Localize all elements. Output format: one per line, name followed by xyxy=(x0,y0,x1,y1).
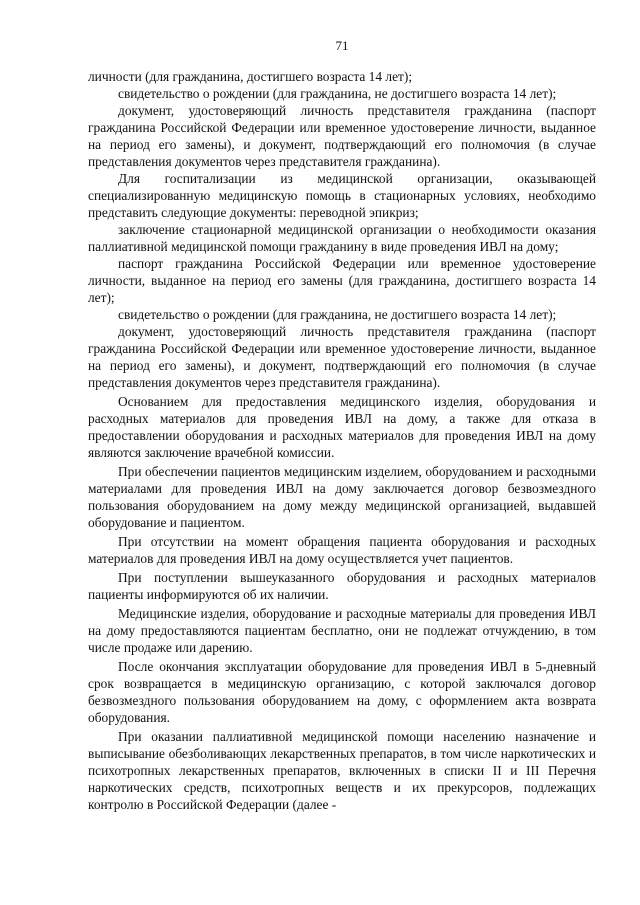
paragraph: заключение стационарной медицинской организации о необходимости оказания паллиативной медицинской помощи гражданину в виде проведения ИВЛ на дому; xyxy=(88,222,596,254)
paragraph: Медицинские изделия, оборудование и расходные материалы для проведения ИВЛ на дому предоставляются пациентам бесплатно, они не подлежат отчуждению, в том числе продаже или дарению. xyxy=(88,606,596,655)
paragraph: свидетельство о рождении (для гражданина, не достигшего возраста 14 лет); xyxy=(118,307,557,322)
document-body xyxy=(88,68,596,813)
paragraph: документ, удостоверяющий личность представителя гражданина (паспорт гражданина Российской Федерации или временное удостоверение личности, выданное на период его замены), и документ, подтверждающий его полномочия (в случае представления документов через представителя гражданина). xyxy=(88,103,596,169)
paragraph: документ, удостоверяющий личность представителя гражданина (паспорт гражданина Российской Федерации или временное удостоверение личности, выданное на период его замены), и документ, подтверждающий его полномочия (в случае представления документов через представителя гражданина). xyxy=(88,324,596,390)
paragraph: Для госпитализации из медицинской организации, оказывающей специализированную медицинскую помощь в стационарных условиях, необходимо представить следующие документы: переводной эпикриз; xyxy=(88,171,596,220)
paragraph: свидетельство о рождении (для гражданина, не достигшего возраста 14 лет); xyxy=(118,86,557,101)
paragraph: При поступлении вышеуказанного оборудования и расходных материалов пациенты информируются об их наличии. xyxy=(88,570,596,602)
paragraph: При отсутствии на момент обращения пациента оборудования и расходных материалов для проведения ИВЛ на дому осуществляется учет пациентов. xyxy=(88,534,596,566)
paragraph: паспорт гражданина Российской Федерации или временное удостоверение личности, выданное на период его замены (для гражданина, достигшего возраста 14 лет); xyxy=(88,256,596,305)
paragraph: При оказании паллиативной медицинской помощи населению назначение и выписывание обезболивающих лекарственных препаратов, в том числе наркотических и психотропных лекарственных препаратов, включенных в списки II и III Перечня наркотических средств, психотропных веществ и их прекурсоров, подлежащих контролю в Российской Федерации (далее - xyxy=(88,729,596,812)
paragraph: личности (для гражданина, достигшего возраста 14 лет); xyxy=(88,69,413,84)
paragraph: Основанием для предоставления медицинского изделия, оборудования и расходных материалов для проведения ИВЛ на дому, а также для отказа в предоставлении оборудования и расходных материалов для проведения ИВЛ на дому являются заключение врачебной комиссии. xyxy=(88,394,596,460)
paragraph: После окончания эксплуатации оборудование для проведения ИВЛ в 5-дневный срок возвращается в медицинскую организацию, с которой заключался договор безвозмездного пользования оборудованием на дому, с оформлением акта возврата оборудования. xyxy=(88,659,596,725)
page-number: 71 xyxy=(335,38,349,53)
paragraph: При обеспечении пациентов медицинским изделием, оборудованием и расходными материалами для проведения ИВЛ на дому заключается договор безвозмездного пользования оборудованием на дому между медицинской организацией, выдавшей оборудование и пациентом. xyxy=(88,464,596,530)
